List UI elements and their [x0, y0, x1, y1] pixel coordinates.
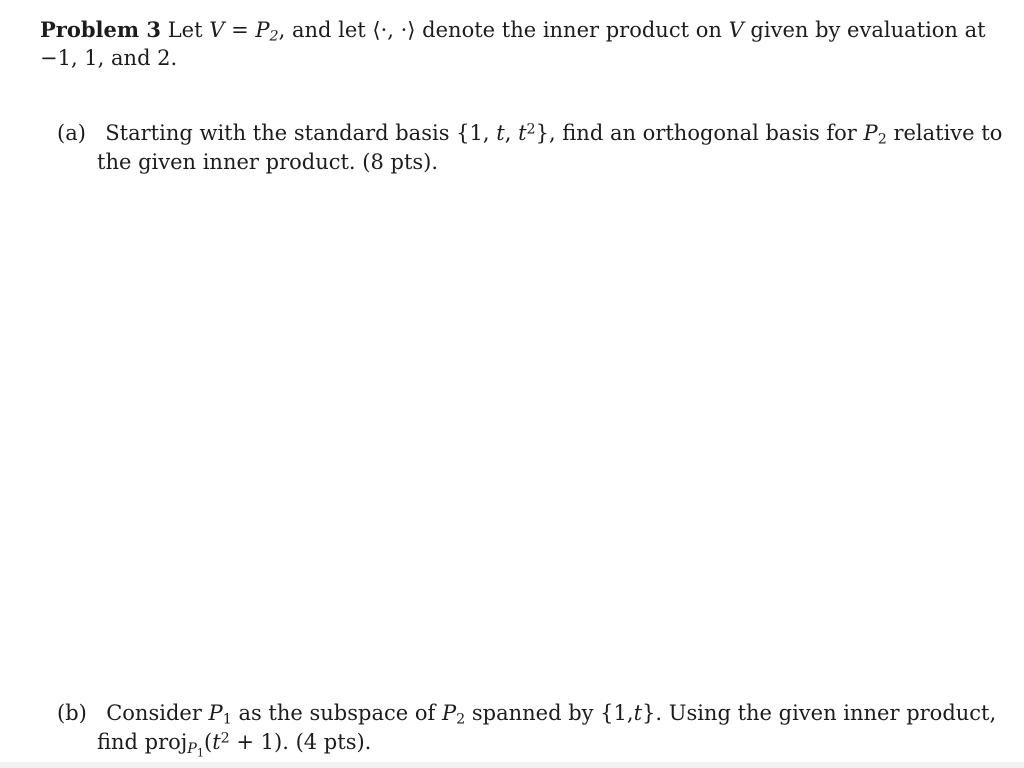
- part-b-line-2: find $proj_{P_1}(t^2 + 1)$. (4 pts).: [97, 730, 372, 759]
- part-b-expression-rest: + 1). (4 pts).: [236, 730, 372, 754]
- variable-t-squared: $t^2$: [518, 121, 536, 145]
- polynomial-space-symbol-a: $P_2$: [863, 121, 887, 148]
- part-b-text-2: as the subspace of: [238, 701, 436, 725]
- part-b-text-1: Consider: [106, 701, 202, 725]
- part-b-text-4: }. Using the given inner product,: [642, 701, 997, 725]
- part-a-line-1: (a) Starting with the standard basis {1, t, $t^2$}, find an orthogonal basis for $P_2$ relative to: [57, 121, 1003, 148]
- problem-statement-line-2: [40, 48, 177, 69]
- part-a-continuation: the given inner product. (8 pts).: [97, 150, 439, 174]
- problem-text-given: given by evaluation at: [750, 18, 986, 42]
- expression-t-squared: $t^2$: [212, 730, 230, 754]
- part-a-line-2: [97, 152, 438, 173]
- part-a-text-2: }, find an orthogonal basis for: [535, 121, 857, 145]
- part-b-marker: (b): [57, 701, 87, 725]
- polynomial-space-symbol-p1: $P_1$: [208, 701, 232, 728]
- part-a-marker: (a): [57, 121, 86, 145]
- part-b-find-proj: find proj$_{P_1}$: [97, 730, 204, 759]
- problem-text-denote: denote the inner product on: [422, 18, 722, 42]
- part-b-line-1: [57, 701, 997, 728]
- part-a-text-1: Starting with the standard basis {1,: [105, 121, 490, 145]
- problem-heading: Problem 3: [40, 17, 162, 42]
- part-b-text-3: spanned by {1,: [471, 701, 634, 725]
- polynomial-space-symbol-p2: $P_2$: [441, 701, 466, 728]
- variable-t: t: [496, 121, 505, 145]
- inner-product-symbol: ⟨·, ·⟩: [372, 18, 416, 42]
- problem-text-let: Let: [167, 18, 203, 42]
- problem-statement-line-1: [40, 17, 986, 45]
- evaluation-points: −1, 1, and 2.: [40, 46, 178, 70]
- vector-space-symbol-2: V: [728, 18, 744, 42]
- page-bottom-band: [0, 762, 1024, 768]
- problem-text-and-let: , and let: [278, 18, 366, 42]
- equals-sign: =: [231, 18, 249, 42]
- variable-t-b: t: [633, 701, 643, 725]
- part-a-text-3: relative to: [893, 121, 1003, 145]
- vector-space-symbol: V: [209, 18, 225, 42]
- polynomial-space-symbol: $P_2$: [255, 18, 279, 45]
